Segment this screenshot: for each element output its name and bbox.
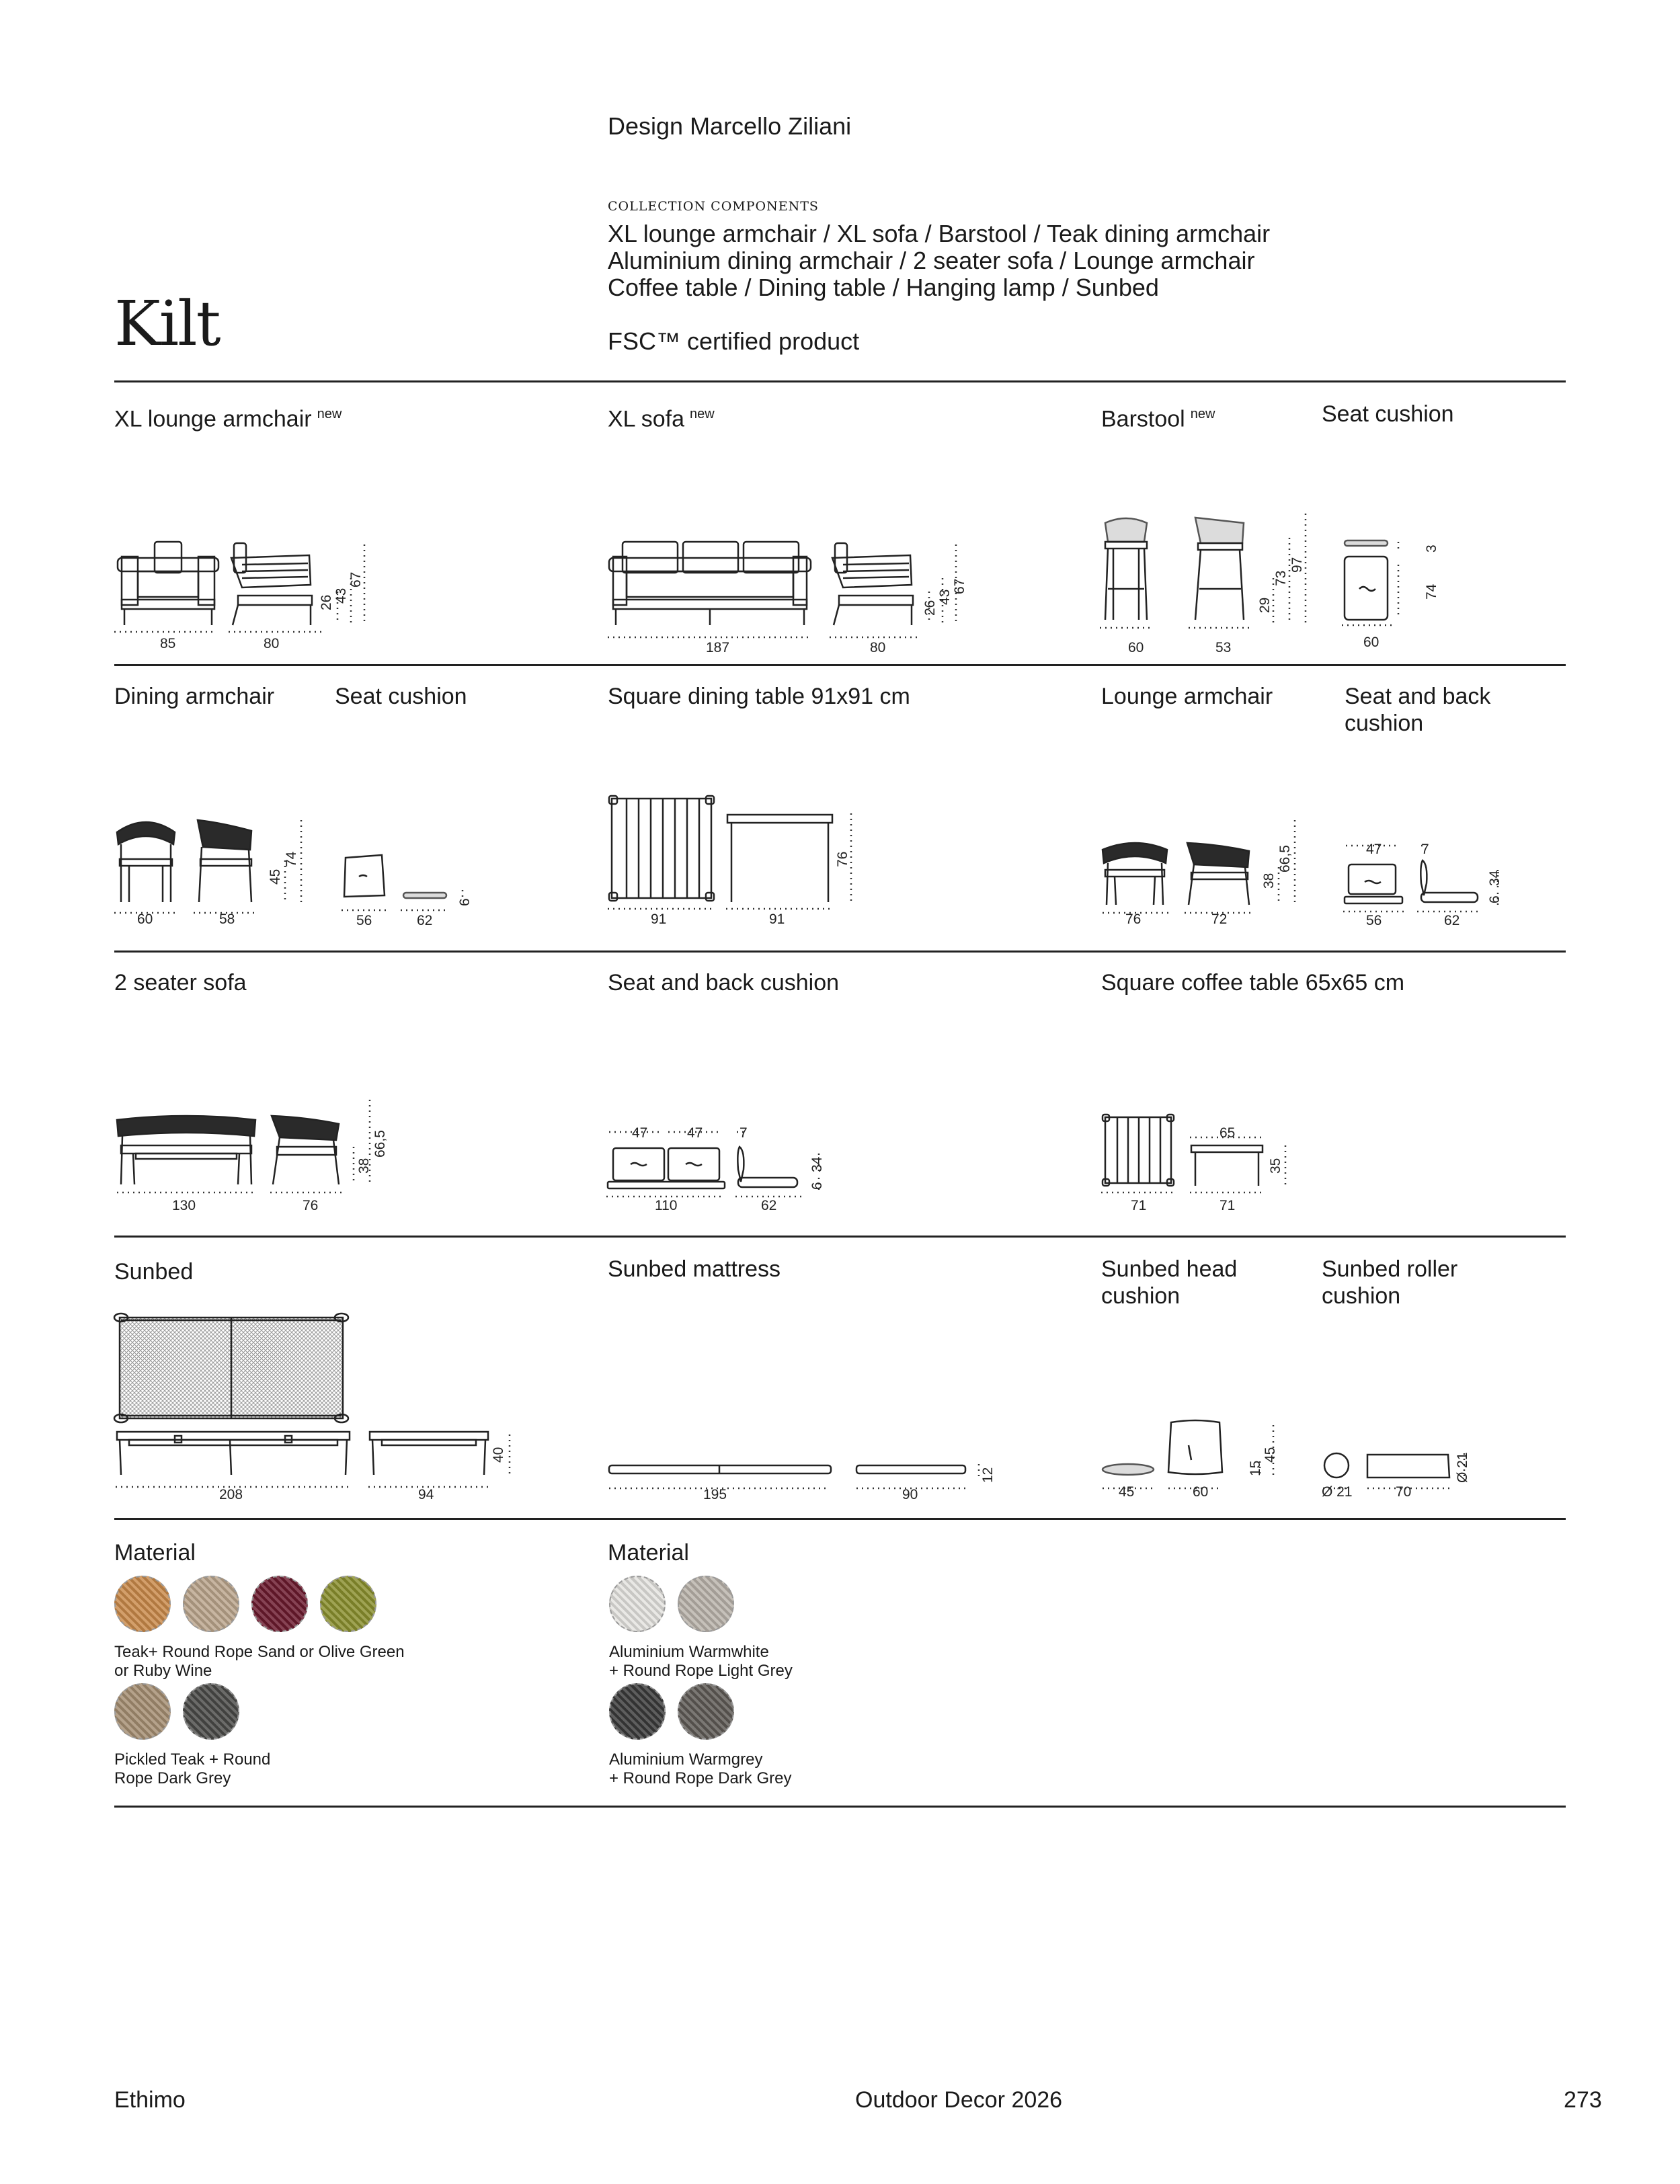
teak-swatch	[114, 1576, 171, 1632]
dining-cushion-depth: 62	[417, 913, 433, 928]
xl-sofa-seat-height: 26	[922, 600, 938, 616]
dining-table-depth: 91	[769, 912, 785, 927]
sunbed-roller-length: 70	[1396, 1484, 1412, 1500]
page-title: Kilt	[114, 288, 220, 360]
rope-olive-green-swatch	[320, 1576, 376, 1632]
divider	[114, 380, 1566, 382]
rope-dark-grey-swatch-2	[678, 1683, 734, 1740]
rope-ruby-wine-swatch	[251, 1576, 308, 1632]
sunbed-top-drawing	[114, 1312, 348, 1424]
dining-cushion-thickness: 6	[457, 898, 473, 906]
lounge-armchair-dim-lines	[1100, 813, 1302, 921]
barstool-width-front: 60	[1128, 640, 1144, 655]
two-seater-width-front: 130	[172, 1198, 196, 1213]
barstool-seat-height: 73	[1273, 570, 1289, 586]
sunbed-mattress-thickness: 12	[980, 1467, 996, 1483]
lounge-armchair-total-height: 66,5	[1277, 845, 1293, 873]
dining-armchair-dim-lines	[114, 813, 309, 921]
xl-sofa-total-height: 67	[952, 578, 967, 594]
collection-label: COLLECTION COMPONENTS	[608, 199, 819, 214]
sunbed-head-height: 45	[1263, 1447, 1278, 1463]
coffee-table-height: 35	[1268, 1158, 1283, 1174]
dining-table-height: 76	[835, 851, 850, 867]
collection-line-1: XL lounge armchair / XL sofa / Barstool / Teak dining armchair	[608, 220, 1271, 247]
material-left-caption-1a: Teak+ Round Rope Sand or Olive Green	[114, 1643, 405, 1661]
sunbed-mattress-drawing	[608, 1464, 984, 1504]
aluminium-warmwhite-swatch	[609, 1576, 666, 1632]
dining-table-dim-lines	[608, 807, 856, 914]
two-seater-cushion-top-width-2: 47	[687, 1125, 703, 1141]
designer-credit: Design Marcello Ziliani	[608, 112, 852, 140]
sunbed-length: 208	[219, 1487, 243, 1502]
divider	[114, 951, 1566, 953]
two-seater-cushion-seat-depth: 62	[761, 1198, 777, 1213]
xl-armchair-seat-height: 26	[319, 594, 334, 610]
material-right-title: Material	[608, 1540, 689, 1566]
barstool-width-side: 53	[1215, 640, 1232, 655]
two-seater-cushion-seat-width: 110	[655, 1198, 678, 1213]
material-left-title: Material	[114, 1540, 196, 1566]
sunbed-head-thickness-w: 45	[1119, 1484, 1135, 1500]
lounge-armchair-width-front: 76	[1125, 912, 1142, 927]
coffee-table-dim-lines	[1100, 1136, 1295, 1203]
xl-armchair-dim-lines	[114, 538, 397, 645]
xl-sofa-width-side: 80	[870, 640, 886, 655]
two-seater-cushion-back-height: 34	[809, 1156, 825, 1172]
material-right-caption-2a: Aluminium Warmgrey	[609, 1750, 763, 1769]
dining-armchair-seat-height: 45	[268, 868, 283, 885]
xl-armchair-width-side: 80	[264, 636, 280, 651]
coffee-table-depth: 71	[1219, 1198, 1236, 1213]
dining-table-width: 91	[651, 912, 667, 927]
material-right-caption-1b: + Round Rope Light Grey	[609, 1662, 793, 1680]
material-right-caption-2b: + Round Rope Dark Grey	[609, 1769, 792, 1787]
pickled-teak-swatch	[114, 1683, 171, 1740]
lounge-cushion-back-thickness: 7	[1421, 842, 1429, 857]
lounge-cushion-seat-thickness: 6	[1487, 895, 1503, 903]
divider	[114, 664, 1566, 666]
footer-catalog: Outdoor Decor 2026	[855, 2087, 1063, 2113]
xl-sofa-arm-height: 43	[937, 589, 953, 605]
coffee-table-top-width: 65	[1219, 1125, 1236, 1141]
footer-page-number: 273	[1564, 2087, 1602, 2113]
dining-armchair-width-side: 58	[219, 912, 235, 927]
barstool-cushion-thickness: 3	[1424, 544, 1439, 553]
dining-table-title: Square dining table 91x91 cm	[608, 684, 910, 709]
sunbed-head-thickness: 15	[1248, 1460, 1263, 1476]
collection-line-3: Coffee table / Dining table / Hanging lamp / Sunbed	[608, 274, 1159, 301]
coffee-table-width: 71	[1131, 1198, 1147, 1213]
xl-armchair-total-height: 67	[348, 571, 364, 588]
two-seater-cushion-back-thickness: 7	[739, 1125, 748, 1141]
sunbed-roller-diameter-label: Ø 21	[1322, 1484, 1353, 1500]
lounge-armchair-seat-height: 38	[1261, 873, 1277, 889]
dining-cushion-width: 56	[356, 913, 372, 928]
sunbed-roller-title-1: Sunbed roller	[1322, 1256, 1458, 1282]
two-seater-seat-height: 38	[356, 1158, 372, 1174]
dining-armchair-total-height: 74	[284, 851, 299, 867]
two-seater-cushion-seat-thickness: 6	[809, 1182, 825, 1190]
footer-brand: Ethimo	[114, 2087, 186, 2113]
divider	[114, 1236, 1566, 1238]
material-left-caption-2a: Pickled Teak + Round	[114, 1750, 271, 1769]
xl-armchair-width-front: 85	[160, 636, 176, 651]
lounge-cushion-title-2: cushion	[1345, 711, 1424, 736]
lounge-armchair-width-side: 72	[1211, 912, 1228, 927]
sunbed-head-title-2: cushion	[1101, 1283, 1181, 1309]
material-left-caption-2b: Rope Dark Grey	[114, 1769, 231, 1787]
xl-armchair-title: XL lounge armchair $^{new}$	[114, 406, 342, 432]
lounge-cushion-seat-depth: 62	[1444, 913, 1460, 928]
sunbed-roller-title-2: cushion	[1322, 1283, 1401, 1309]
barstool-total-height: 97	[1289, 557, 1305, 573]
sunbed-width: 94	[418, 1487, 434, 1502]
sunbed-head-title-1: Sunbed head	[1101, 1256, 1238, 1282]
lounge-cushion-back-height: 34	[1487, 870, 1503, 886]
xl-sofa-width-front: 187	[706, 640, 730, 655]
sunbed-mattress-width: 90	[902, 1487, 918, 1502]
dining-cushion-drawing	[342, 852, 476, 920]
two-seater-title: 2 seater sofa	[114, 970, 247, 996]
divider	[114, 1518, 1566, 1520]
rope-sand-swatch	[183, 1576, 239, 1632]
sunbed-height: 40	[491, 1447, 506, 1463]
collection-line-2: Aluminium dining armchair / 2 seater sofa / Lounge armchair	[608, 247, 1255, 274]
dining-armchair-title: Dining armchair	[114, 684, 275, 709]
dining-cushion-title: Seat cushion	[335, 684, 467, 709]
xl-sofa-dim-lines	[608, 538, 957, 645]
barstool-cushion-width: 60	[1363, 635, 1379, 650]
two-seater-cushion-top-width-1: 47	[632, 1125, 648, 1141]
aluminium-warmgrey-swatch	[609, 1683, 666, 1740]
xl-armchair-arm-height: 43	[333, 588, 349, 604]
coffee-table-title: Square coffee table 65x65 cm	[1101, 970, 1405, 996]
lounge-cushion-top-width: 47	[1366, 842, 1382, 857]
sunbed-title: Sunbed	[114, 1259, 194, 1285]
two-seater-total-height: 66,5	[372, 1130, 388, 1158]
barstool-title: Barstool $^{new}$	[1101, 406, 1215, 432]
sunbed-mattress-title: Sunbed mattress	[608, 1256, 781, 1282]
rope-light-grey-swatch	[678, 1576, 734, 1632]
two-seater-cushion-title: Seat and back cushion	[608, 970, 840, 996]
sunbed-dim-lines	[114, 1432, 518, 1499]
barstool-footrest-height: 29	[1257, 597, 1273, 613]
material-right-caption-1a: Aluminium Warmwhite	[609, 1643, 769, 1661]
two-seater-dim-lines	[114, 1096, 397, 1203]
sunbed-roller-diameter: Ø 21	[1455, 1452, 1470, 1483]
material-left-caption-1b: or Ruby Wine	[114, 1662, 212, 1680]
dining-armchair-width-front: 60	[137, 912, 153, 927]
lounge-cushion-title-1: Seat and back	[1345, 684, 1491, 709]
lounge-cushion-seat-width: 56	[1366, 913, 1382, 928]
sunbed-head-width: 60	[1193, 1484, 1209, 1500]
lounge-armchair-title: Lounge armchair	[1101, 684, 1273, 709]
divider	[114, 1806, 1566, 1808]
sunbed-mattress-length: 195	[703, 1487, 727, 1502]
xl-sofa-title: XL sofa $^{new}$	[608, 406, 715, 432]
rope-dark-grey-swatch	[183, 1683, 239, 1740]
fsc-note: FSC™ certified product	[608, 327, 860, 355]
barstool-cushion-title: Seat cushion	[1322, 401, 1454, 427]
two-seater-width-side: 76	[303, 1198, 319, 1213]
barstool-cushion-height: 74	[1424, 583, 1439, 600]
